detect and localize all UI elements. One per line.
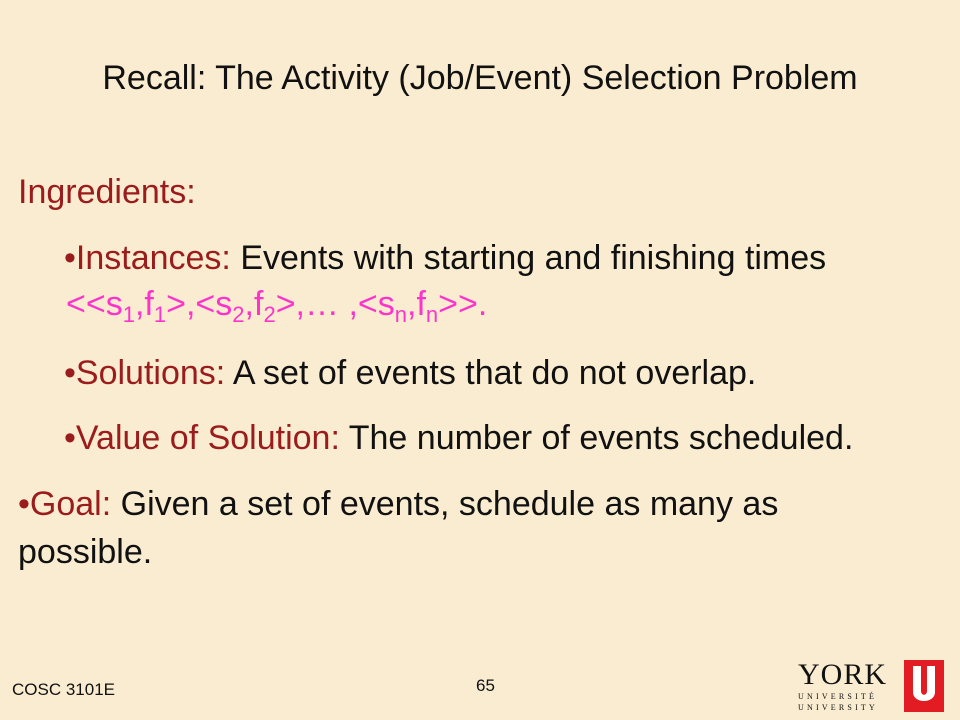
seq-subscript: n bbox=[425, 302, 439, 327]
solutions-bullet: • bbox=[64, 354, 76, 392]
seq-end: . bbox=[477, 285, 488, 323]
instances-label: Instances: bbox=[75, 239, 231, 277]
solutions-label: Solutions: bbox=[75, 354, 226, 392]
seq-subscript: n bbox=[394, 302, 408, 327]
logo-university: UNIVERSITY bbox=[798, 703, 878, 712]
course-code: COSC 3101E bbox=[12, 680, 115, 699]
value-text: The number of events scheduled. bbox=[348, 419, 854, 457]
seq-part: ,f bbox=[407, 285, 426, 323]
goal-label: Goal: bbox=[29, 485, 112, 523]
seq-part: <<s bbox=[66, 285, 123, 323]
solutions-line bbox=[64, 353, 756, 393]
ingredients-label: Ingredients: bbox=[18, 173, 196, 211]
seq-part: >> bbox=[438, 285, 478, 323]
solutions-text: A set of events that do not overlap. bbox=[232, 354, 757, 392]
value-bullet: • bbox=[64, 419, 76, 457]
value-line bbox=[64, 418, 853, 458]
logo-universite: UNIVERSITÉ bbox=[798, 692, 878, 701]
ingredients-heading bbox=[18, 172, 196, 212]
seq-part: >,… ,<s bbox=[275, 285, 395, 323]
goal-bullet: • bbox=[18, 485, 30, 523]
page-number: 65 bbox=[476, 676, 495, 695]
logo-wordmark: YORK bbox=[798, 658, 888, 691]
instances-line bbox=[64, 238, 826, 278]
goal-line bbox=[18, 484, 778, 524]
value-label: Value of Solution: bbox=[75, 419, 340, 457]
seq-subscript: 1 bbox=[153, 302, 167, 327]
instances-sequence bbox=[66, 284, 488, 327]
york-u-icon bbox=[904, 660, 944, 712]
york-university-logo bbox=[792, 660, 946, 716]
seq-subscript: 2 bbox=[263, 302, 276, 327]
seq-subscript: 2 bbox=[232, 302, 245, 327]
seq-part: ,f bbox=[134, 285, 154, 323]
instances-bullet: • bbox=[64, 239, 76, 277]
seq-part: ,f bbox=[244, 285, 264, 323]
goal-line-continued bbox=[18, 532, 152, 572]
seq-part: >,<s bbox=[166, 285, 233, 323]
goal-text: Given a set of events, schedule as many as bbox=[120, 485, 779, 523]
seq-subscript: 1 bbox=[122, 302, 135, 327]
slide-title: Recall: The Activity (Job/Event) Selection Problem bbox=[102, 59, 858, 97]
goal-text-continued: possible. bbox=[18, 533, 153, 571]
instances-text: Events with starting and finishing times bbox=[240, 239, 827, 277]
